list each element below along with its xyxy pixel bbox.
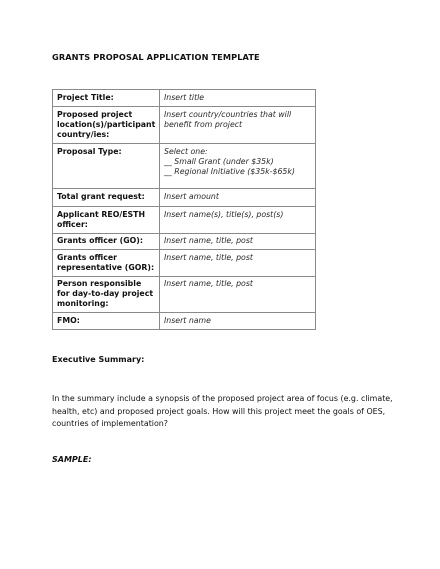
- row-label: Grants officer (GO):: [53, 233, 160, 250]
- row-label: FMO:: [53, 313, 160, 330]
- row-value[interactable]: [160, 276, 316, 313]
- value-line: __ Small Grant (under $35k): [164, 156, 274, 166]
- table-row: [53, 189, 316, 207]
- value-line: Insert name, title, post: [164, 279, 253, 288]
- form-table-body: [53, 90, 316, 330]
- row-label: Applicant REO/ESTH officer:: [53, 207, 160, 234]
- value-line: Insert amount: [164, 191, 219, 201]
- row-value[interactable]: [160, 313, 316, 330]
- table-row: [53, 276, 316, 313]
- row-value[interactable]: [160, 144, 316, 189]
- value-line: Insert name(s), title(s), post(s): [164, 209, 284, 219]
- page-title: GRANTS PROPOSAL APPLICATION TEMPLATE: [52, 52, 260, 62]
- row-value[interactable]: [160, 90, 316, 107]
- value-line: Insert country/countries that will: [164, 109, 292, 119]
- table-row: [53, 90, 316, 107]
- row-label: Person responsible for day-to-day project monitoring:: [53, 276, 160, 313]
- row-value[interactable]: [160, 107, 316, 144]
- row-value[interactable]: [160, 250, 316, 277]
- row-value[interactable]: [160, 233, 316, 250]
- table-row: [53, 107, 316, 144]
- value-line: Insert name: [164, 315, 211, 325]
- row-label: Grants officer representative (GOR):: [53, 250, 160, 277]
- executive-summary-heading: Executive Summary:: [52, 355, 145, 364]
- executive-summary-text: In the summary include a synopsis of the proposed project area of focus (e.g. climate, health, etc) and proposed project goals. How will this project meet the goals of OES, countries of implementation?: [52, 394, 393, 428]
- table-row: [53, 313, 316, 330]
- row-label: Proposed project location(s)/participant country/ies:: [53, 107, 160, 144]
- proposal-form-table: [52, 89, 316, 330]
- table-row: [53, 207, 316, 234]
- sample-label: SAMPLE:: [52, 455, 92, 464]
- row-label: Project Title:: [53, 90, 160, 107]
- table-row: [53, 250, 316, 277]
- value-line: __ Regional Initiative ($35k-$65k): [164, 166, 295, 176]
- table-row: [53, 233, 316, 250]
- row-label: Proposal Type:: [53, 144, 160, 189]
- row-label: Total grant request:: [53, 189, 160, 207]
- value-line: Insert name, title, post: [164, 236, 253, 245]
- row-value[interactable]: [160, 207, 316, 234]
- value-line: Insert title: [164, 92, 205, 102]
- table-row: [53, 144, 316, 189]
- row-value[interactable]: [160, 189, 316, 207]
- value-line: benefit from project: [164, 119, 243, 129]
- value-line: Select one:: [164, 146, 208, 156]
- value-line: Insert name, title, post: [164, 252, 253, 262]
